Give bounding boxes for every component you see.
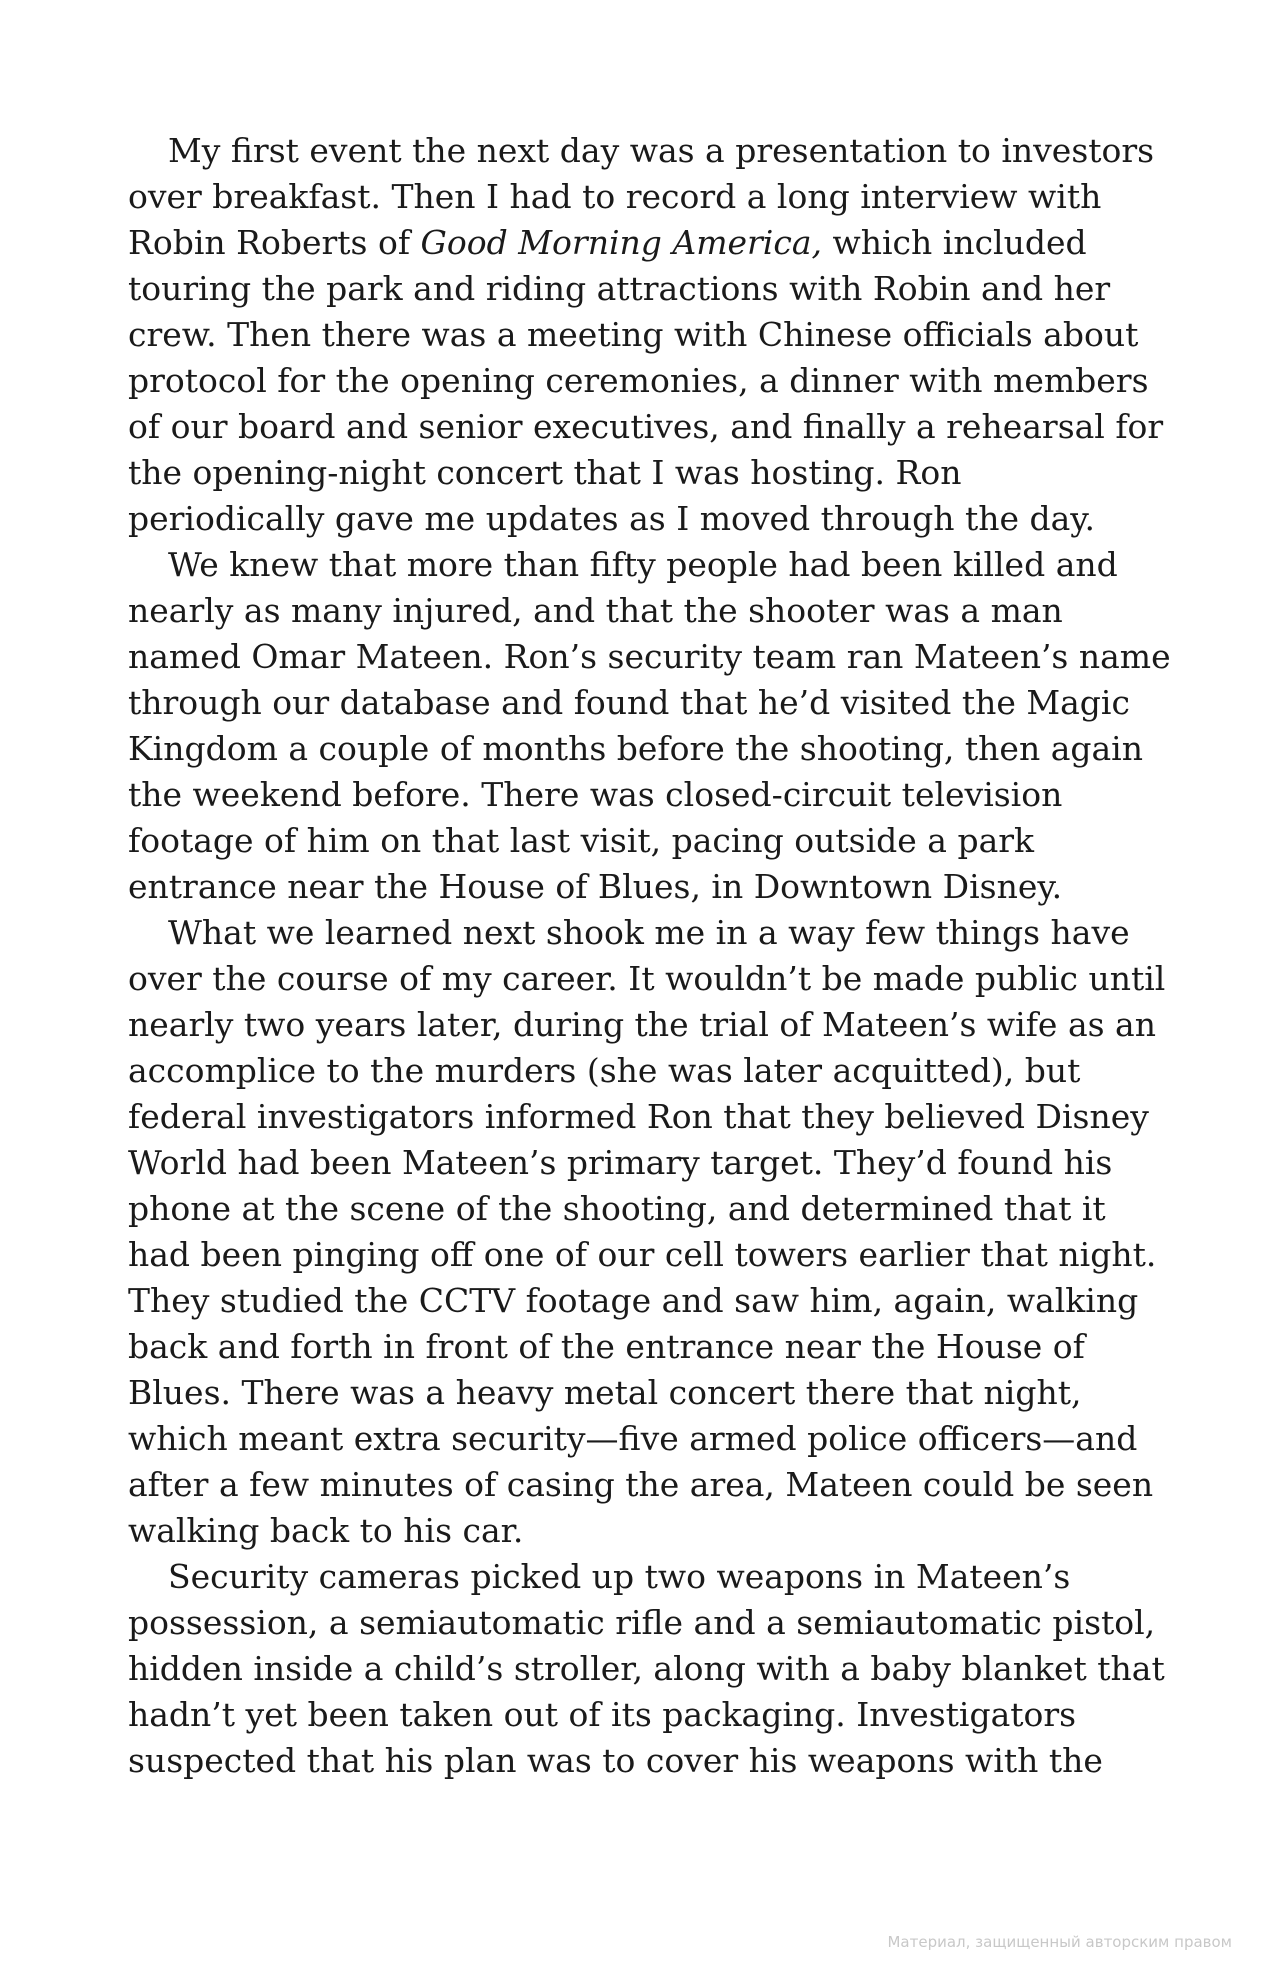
text-line: federal investigators informed Ron that they believed Disney [128,1097,1149,1136]
text-line: walking back to his car. [128,1511,524,1550]
text-line: Blues. There was a heavy metal concert there that night, [128,1373,1082,1412]
text-line: back and forth in front of the entrance near the House of [128,1327,1085,1366]
text-line: World had been Mateen’s primary target. They’d found his [128,1143,1113,1182]
text-line: hadn’t yet been taken out of its packaging. Investigators [128,1695,1077,1734]
text-line: nearly as many injured, and that the shooter was a man [128,591,1063,630]
text-line: named Omar Mateen. Ron’s security team ran Mateen’s name [128,637,1171,676]
copyright-watermark: Материал, защищенный авторским правом [887,1933,1232,1951]
text-line: periodically gave me updates as I moved through the day. [128,499,1096,538]
text-line: What we learned next shook me in a way few things have [168,913,1130,952]
text-line: which meant extra security—five armed police officers—and [128,1419,1138,1458]
text-line: hidden inside a child’s stroller, along with a baby blanket that [128,1649,1165,1688]
text-line: the weekend before. There was closed-circuit television [128,775,1063,814]
text-line: nearly two years later, during the trial of Mateen’s wife as an [128,1005,1156,1044]
paragraph [128,910,1208,1554]
text-line: Kingdom a couple of months before the shooting, then again [128,729,1143,768]
text-line: footage of him on that last visit, pacing outside a park [128,821,1035,860]
text-line: We knew that more than fifty people had been killed and [168,545,1118,584]
text-line: after a few minutes of casing the area, Mateen could be seen [128,1465,1154,1504]
text-segment: which included [822,223,1087,262]
text-line: phone at the scene of the shooting, and determined that it [128,1189,1106,1228]
text-segment: Robin Roberts of [128,223,421,262]
text-line [128,220,1208,266]
text-line: Security cameras picked up two weapons in Mateen’s [168,1557,1071,1596]
text-line: through our database and found that he’d visited the Magic [128,683,1130,722]
text-line: protocol for the opening ceremonies, a dinner with members [128,361,1149,400]
text-line: They studied the CCTV footage and saw him, again, walking [128,1281,1139,1320]
book-page-text [128,128,1208,1784]
text-line: entrance near the House of Blues, in Downtown Disney. [128,867,1063,906]
paragraph [128,542,1208,910]
text-line: My first event the next day was a presentation to investors [168,131,1155,170]
text-line: possession, a semiautomatic rifle and a semiautomatic pistol, [128,1603,1156,1642]
text-line: over the course of my career. It wouldn’t be made public until [128,959,1166,998]
text-line: crew. Then there was a meeting with Chinese officials about [128,315,1139,354]
text-line: accomplice to the murders (she was later acquitted), but [128,1051,1081,1090]
text-line: touring the park and riding attractions with Robin and her [128,269,1111,308]
italic-title: Good Morning America, [420,223,822,262]
text-line: had been pinging off one of our cell towers earlier that night. [128,1235,1157,1274]
text-line: the opening-night concert that I was hosting. Ron [128,453,962,492]
text-line: over breakfast. Then I had to record a long interview with [128,177,1102,216]
text-line: suspected that his plan was to cover his weapons with the [128,1741,1103,1780]
text-line: of our board and senior executives, and finally a rehearsal for [128,407,1164,446]
paragraph [128,128,1208,542]
paragraph [128,1554,1208,1784]
